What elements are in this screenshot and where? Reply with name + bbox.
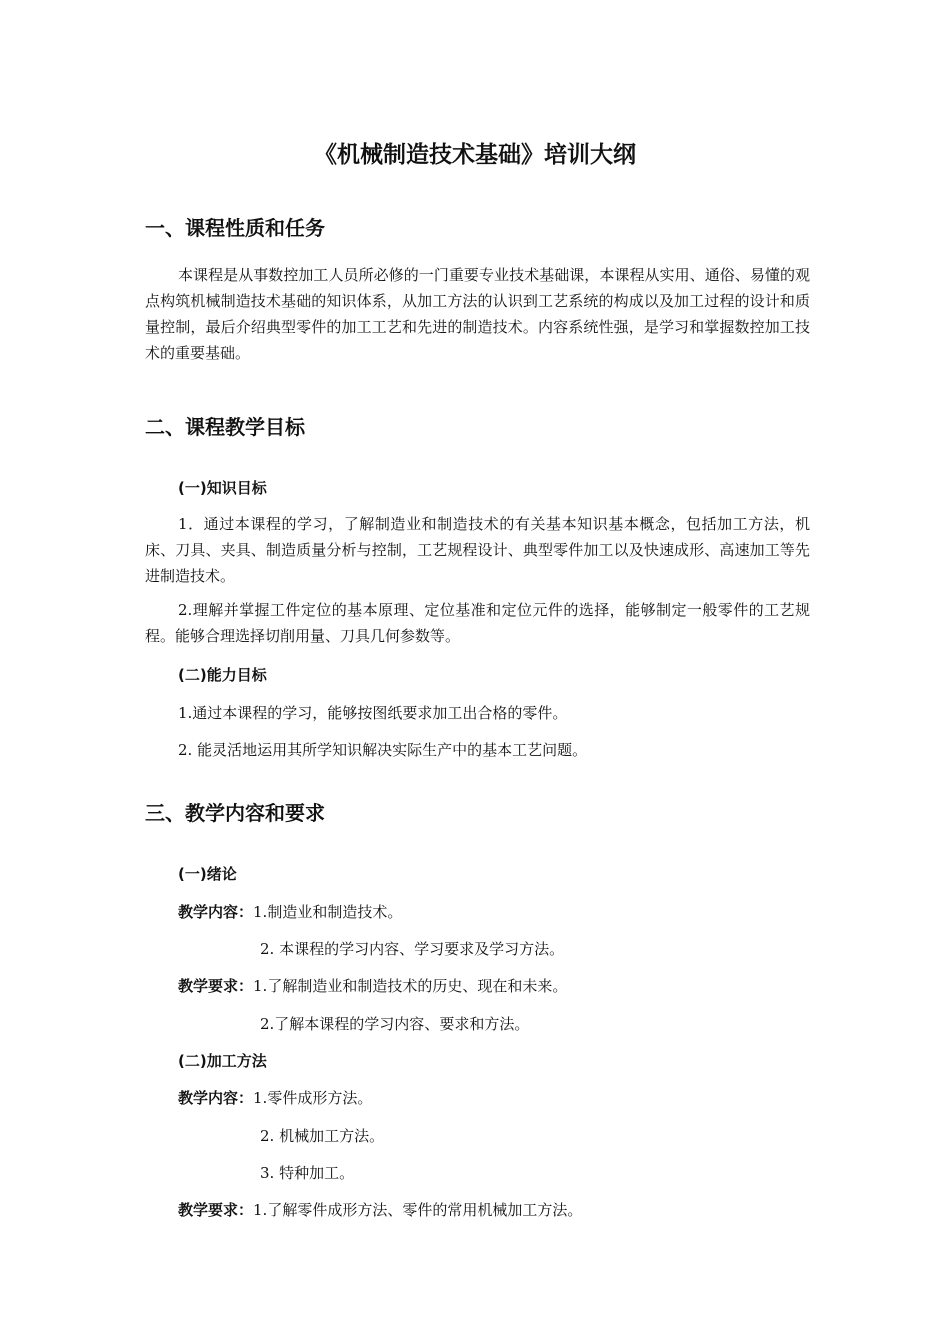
ability-item-1: 1.通过本课程的学习，能够按图纸要求加工出合格的零件。 [178,704,568,722]
methods-content-3: 3. 特种加工。 [260,1164,355,1182]
methods-req-row [178,1199,582,1220]
section-heading-nature: 一、课程性质和任务 [145,216,325,240]
methods-content-2: 2. 机械加工方法。 [260,1127,385,1145]
methods-content-row [178,1087,372,1108]
subheading-methods: (二)加工方法 [178,1052,267,1070]
intro-content-1: 1.制造业和制造技术。 [253,903,403,921]
intro-req-1: 1.了解制造业和制造技术的历史、现在和未来。 [253,977,568,995]
methods-req-1: 1.了解零件成形方法、零件的常用机械加工方法。 [253,1201,583,1219]
section-paragraph-nature: 本课程是从事数控加工人员所必修的一门重要专业技术基础课，本课程从实用、通俗、易懂的观点构筑机械制造技术基础的知识体系，从加工方法的认识到工艺系统的构成以及加工过程的设计和质量控制，最后介绍典型零件的加工工艺和先进的制造技术。内容系统性强，是学习和掌握数控加工技术的重要基础。 [145,266,810,362]
intro-req-label: 教学要求： [178,977,254,995]
knowledge-item-2: 2.理解并掌握工件定位的基本原理、定位基准和定位元件的选择，能够制定一般零件的工艺规程。能够合理选择切削用量、刀具几何参数等。 [145,601,810,645]
ability-item-2: 2. 能灵活地运用其所学知识解决实际生产中的基本工艺问题。 [178,741,588,759]
knowledge-item-1: 1．通过本课程的学习，了解制造业和制造技术的有关基本知识基本概念，包括加工方法，机床、刀具、夹具、制造质量分析与控制，工艺规程设计、典型零件加工以及快速成形、高速加工等先进制造技术。 [145,515,810,585]
subheading-intro: (一)绪论 [178,865,237,883]
methods-content-1: 1.零件成形方法。 [253,1089,373,1107]
document-title: 《机械制造技术基础》培训大纲 [314,142,636,168]
intro-req-2: 2.了解本课程的学习内容、要求和方法。 [260,1015,530,1033]
methods-content-label: 教学内容： [178,1089,254,1107]
section-heading-content: 三、教学内容和要求 [145,801,325,825]
section-heading-objectives: 二、课程教学目标 [145,415,305,439]
intro-content-2: 2. 本课程的学习内容、学习要求及学习方法。 [260,940,565,958]
subheading-ability: (二)能力目标 [178,666,267,684]
intro-content-label: 教学内容： [178,903,254,921]
intro-content-row [178,901,402,922]
intro-req-row [178,975,567,996]
subheading-knowledge: (一)知识目标 [178,479,267,497]
methods-req-label: 教学要求： [178,1201,254,1219]
